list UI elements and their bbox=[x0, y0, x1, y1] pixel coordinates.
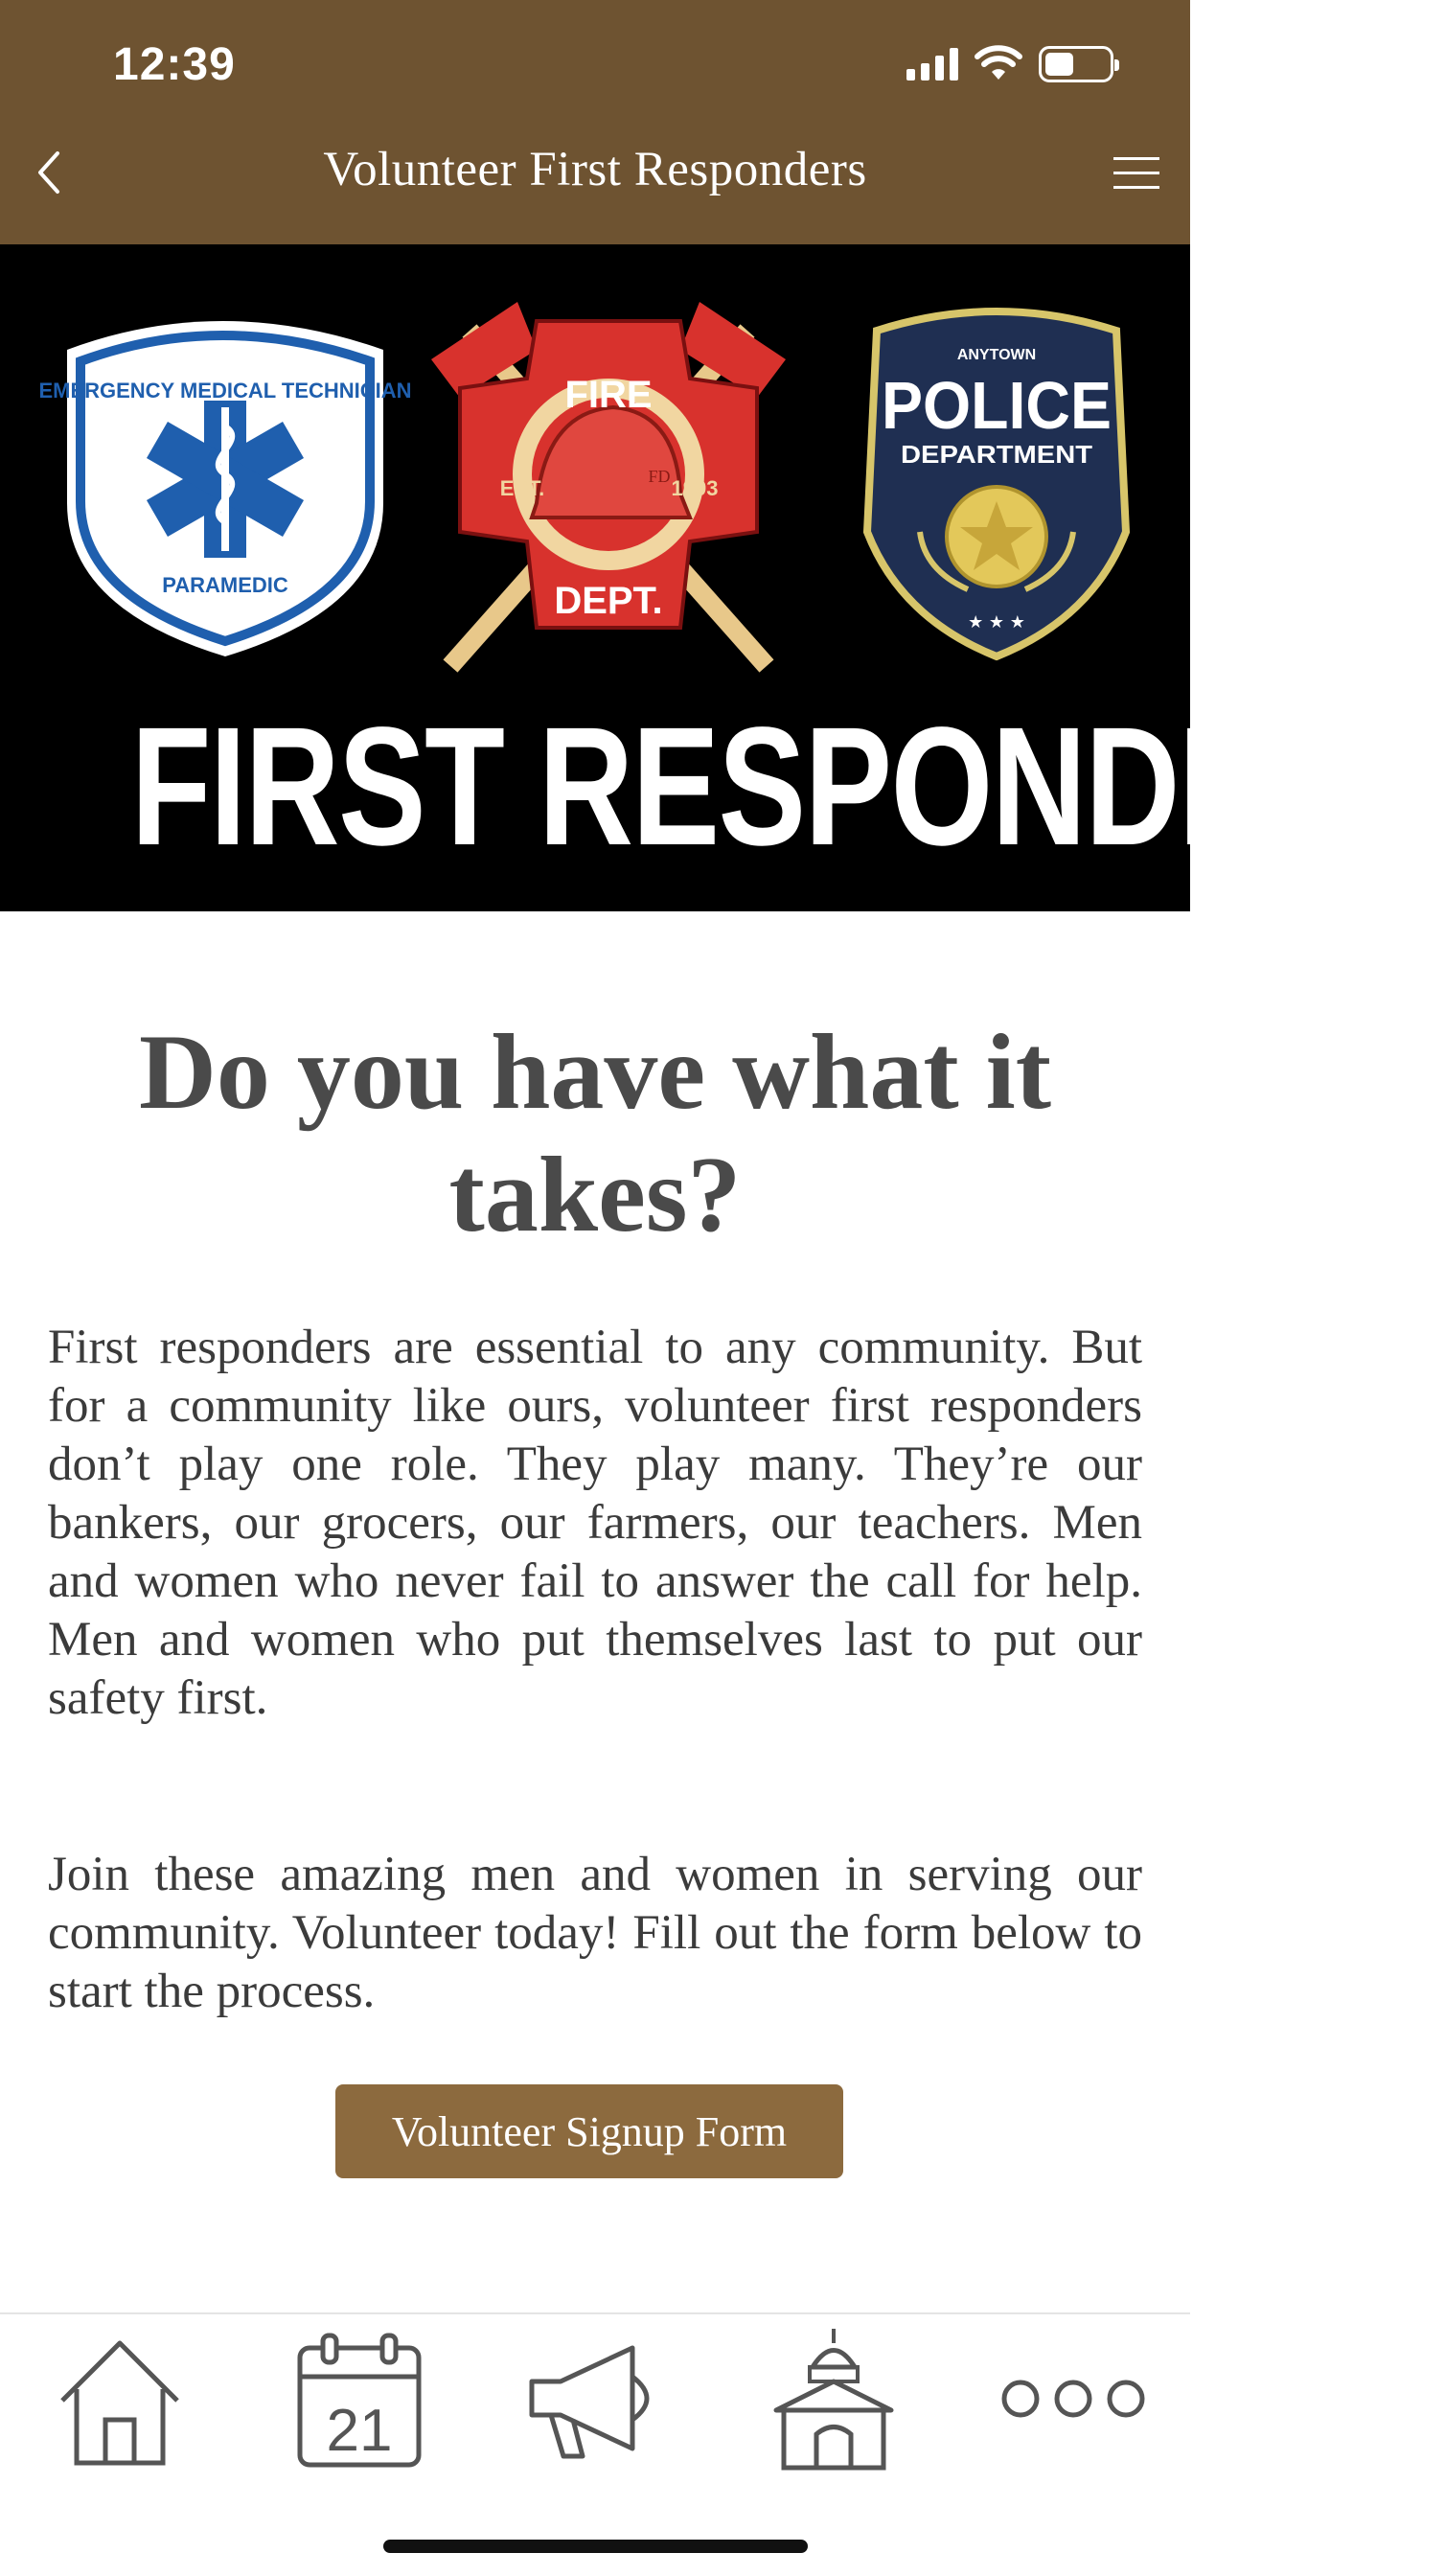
ems-top-text: EMERGENCY MEDICAL TECHNICIAN bbox=[38, 379, 412, 402]
banner-caption: FIRST RESPONDERS bbox=[130, 693, 1445, 881]
wifi-icon bbox=[975, 47, 1021, 81]
police-badge bbox=[867, 311, 1126, 656]
intro-paragraph: First responders are essential to any community. But for a community like ours, volunteer first responders don’t play one role. They play many. They’re our bankers, our grocers, our farmers, our teachers. Men and women who never fail to answer the call for help. Men and women who put themselves last to put our safety first. bbox=[48, 1321, 1142, 1725]
fire-badge bbox=[431, 302, 786, 666]
police-main-text: POLICE bbox=[882, 368, 1112, 443]
top-bar bbox=[0, 0, 1190, 244]
volunteer-signup-button[interactable]: Volunteer Signup Form bbox=[335, 2084, 843, 2178]
home-icon bbox=[43, 2324, 196, 2477]
headline: Do you have what it takes? bbox=[138, 1013, 1052, 1254]
fire-top-text: FIRE bbox=[564, 374, 653, 416]
megaphone-icon bbox=[517, 2324, 671, 2477]
fire-bottom-text: DEPT. bbox=[554, 580, 663, 622]
tab-more[interactable] bbox=[997, 2324, 1150, 2477]
ems-bottom-text: PARAMEDIC bbox=[162, 573, 288, 597]
home-indicator[interactable] bbox=[383, 2540, 808, 2553]
tab-announcements[interactable] bbox=[517, 2324, 671, 2477]
page-title: Volunteer First Responders bbox=[323, 143, 867, 196]
police-stars: ★ ★ ★ bbox=[968, 612, 1025, 632]
tab-town-hall[interactable] bbox=[757, 2324, 910, 2477]
battery-icon bbox=[1039, 46, 1113, 82]
tab-bar bbox=[0, 2312, 1190, 2576]
signal-icon bbox=[906, 48, 958, 80]
tab-calendar[interactable] bbox=[283, 2324, 436, 2477]
fire-helmet-text: FD bbox=[648, 467, 671, 486]
ems-badge bbox=[38, 321, 411, 656]
town-hall-icon bbox=[757, 2324, 910, 2477]
menu-button[interactable] bbox=[1112, 153, 1161, 192]
hamburger-menu-icon bbox=[1112, 153, 1161, 192]
fire-left-text: EST. bbox=[499, 476, 545, 500]
police-sub-text: DEPARTMENT bbox=[901, 440, 1093, 469]
first-responders-banner bbox=[0, 244, 1445, 911]
call-to-action-paragraph: Join these amazing men and women in serving our community. Volunteer today! Fill out the form below to start the process. bbox=[48, 1848, 1142, 2018]
tab-home[interactable] bbox=[43, 2324, 196, 2477]
calendar-day: 21 bbox=[326, 2398, 393, 2464]
status-icons bbox=[906, 46, 1113, 82]
calendar-icon bbox=[283, 2324, 436, 2477]
status-time: 12:39 bbox=[113, 39, 236, 90]
police-top-text: ANYTOWN bbox=[956, 347, 1037, 363]
fire-right-text: 1993 bbox=[671, 476, 719, 500]
more-icon bbox=[997, 2324, 1150, 2477]
